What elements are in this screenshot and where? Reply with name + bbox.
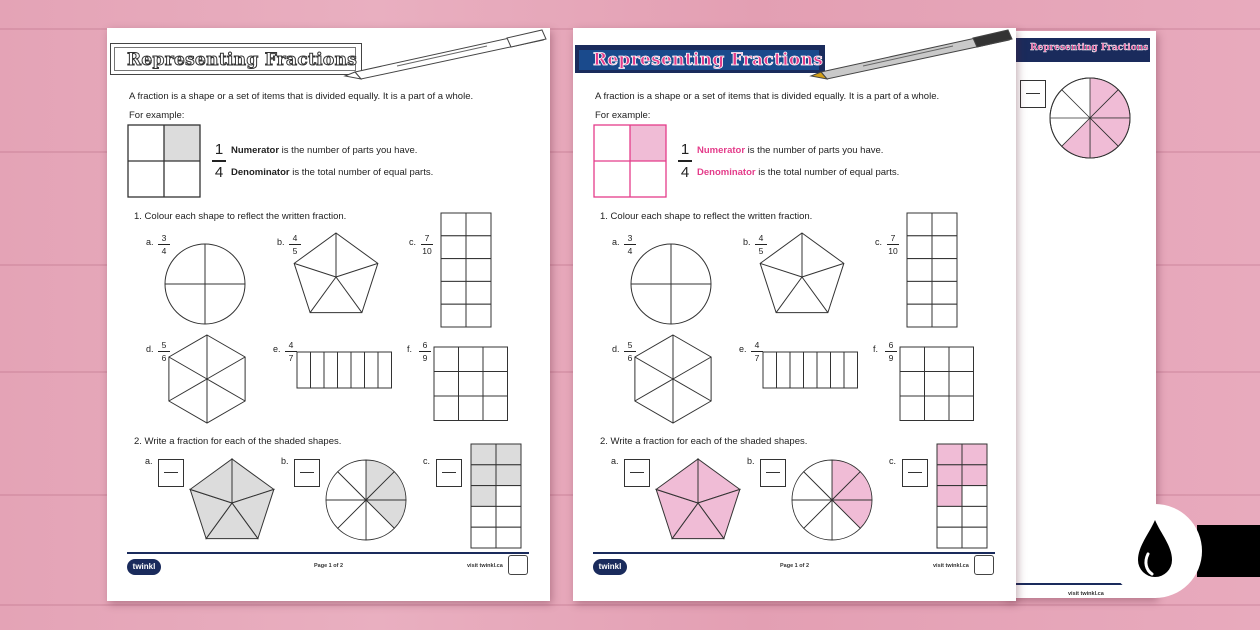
q1-item-fraction-denominator: 7 <box>288 353 294 363</box>
q1-item-fraction-bar <box>887 244 899 245</box>
q1-item-fraction-denominator: 9 <box>422 353 428 363</box>
question-1: 1. Colour each shape to reflect the written fraction. <box>600 211 813 222</box>
q1-item-fraction-denominator: 9 <box>888 353 894 363</box>
q1f-grid-ninths <box>433 346 509 422</box>
q1-item-letter: a. <box>612 237 620 247</box>
example-numerator: 1 <box>680 141 690 158</box>
footer-line <box>127 552 529 554</box>
q1b-pentagon-fifths <box>291 230 381 318</box>
denominator-rest: is the total number of equal parts. <box>755 167 900 178</box>
for-example-label: For example: <box>595 110 651 121</box>
q2-item-letter: a. <box>145 456 153 466</box>
page2-site-label: visit twinkl.ca <box>1068 591 1104 597</box>
q1-item-fraction-numerator: 4 <box>288 340 294 350</box>
numerator-definition <box>697 145 883 156</box>
question-2: 2. Write a fraction for each of the shaded shapes. <box>134 436 342 447</box>
numerator-term: Numerator <box>697 145 746 156</box>
q1-item-fraction-denominator: 7 <box>754 353 760 363</box>
twinkl-badge <box>974 555 994 575</box>
example-square <box>593 124 667 198</box>
question-2: 2. Write a fraction for each of the shaded shapes. <box>600 436 808 447</box>
q1-item-fraction-numerator: 4 <box>758 233 764 243</box>
q1-item-fraction-denominator: 5 <box>758 246 764 256</box>
q1-item-letter: e. <box>739 344 747 354</box>
numerator-rest: is the number of parts you have. <box>279 145 418 156</box>
q1-item-fraction-numerator: 3 <box>161 233 167 243</box>
q1-item-fraction <box>419 340 431 363</box>
q2c-shaded-grid <box>470 443 522 549</box>
q1d-hexagon-sixths <box>165 333 249 425</box>
q1-item-fraction-numerator: 5 <box>161 340 167 350</box>
q1-item-letter: b. <box>277 237 285 247</box>
for-example-label: For example: <box>129 110 185 121</box>
q2a-shaded-pentagon <box>653 456 743 544</box>
q1-item-fraction-bar <box>419 351 431 352</box>
ink-drop-icon <box>1108 504 1202 598</box>
q1a-circle-quarters <box>163 242 247 326</box>
page2-answer-box[interactable] <box>1020 80 1046 108</box>
page-label: Page 1 of 2 <box>314 563 344 569</box>
q1-item-fraction-numerator: 3 <box>627 233 633 243</box>
pen-icon <box>803 28 1016 82</box>
q2a-answer-box[interactable] <box>158 459 184 487</box>
q1-item-letter: f. <box>407 344 413 354</box>
q1f-grid-ninths <box>899 346 975 422</box>
q1-item-fraction-denominator: 4 <box>627 246 633 256</box>
q1e-strip-sevenths <box>296 351 394 389</box>
q1-item-fraction <box>885 340 897 363</box>
example-denominator: 4 <box>680 163 690 181</box>
worksheet-colour <box>573 28 1016 601</box>
numerator-definition <box>231 145 417 156</box>
intro-text: A fraction is a shape or a set of items that is divided equally. It is a part of a whole. <box>129 91 474 102</box>
twinkl-logo[interactable]: twinkl <box>593 559 627 575</box>
q1-item-letter: e. <box>273 344 281 354</box>
q2-item-letter: b. <box>281 456 289 466</box>
ink-bar <box>1197 525 1260 577</box>
denominator-definition <box>697 167 899 178</box>
q1-item-fraction-denominator: 5 <box>292 246 298 256</box>
page-title: Representing Fractions <box>127 50 358 70</box>
q2-item-letter: b. <box>747 456 755 466</box>
example-fraction <box>678 141 692 181</box>
q1-item-letter: d. <box>612 344 620 354</box>
q1-item-fraction-denominator: 4 <box>161 246 167 256</box>
q1-item-letter: d. <box>146 344 154 354</box>
twinkl-badge <box>508 555 528 575</box>
q1-item-letter: b. <box>743 237 751 247</box>
q2a-answer-box[interactable] <box>624 459 650 487</box>
q1c-grid-tenths <box>440 212 492 328</box>
q2b-shaded-circle <box>790 458 874 542</box>
q2-item-letter: c. <box>889 456 897 466</box>
q1-item-letter: a. <box>146 237 154 247</box>
q2a-shaded-pentagon <box>187 456 277 544</box>
denominator-rest: is the total number of equal parts. <box>289 167 434 178</box>
q1-item-fraction-numerator: 6 <box>422 340 428 350</box>
page2-title: Representing Fractions <box>1030 43 1149 53</box>
q1c-grid-tenths <box>906 212 958 328</box>
denominator-term: Denominator <box>697 167 756 178</box>
numerator-rest: is the number of parts you have. <box>745 145 884 156</box>
ink-badge[interactable] <box>1108 504 1202 598</box>
q1-item-letter: c. <box>875 237 883 247</box>
example-fraction-bar <box>212 160 226 162</box>
denominator-definition <box>231 167 433 178</box>
q1d-hexagon-sixths <box>631 333 715 425</box>
pen-icon <box>337 28 550 82</box>
denominator-term: Denominator <box>231 167 290 178</box>
intro-text: A fraction is a shape or a set of items that is divided equally. It is a part of a whole. <box>595 91 940 102</box>
q2c-shaded-grid <box>936 443 988 549</box>
q1-item-fraction-numerator: 4 <box>754 340 760 350</box>
page2-pink-circle <box>1047 75 1133 161</box>
q2c-answer-box[interactable] <box>902 459 928 487</box>
example-numerator: 1 <box>214 141 224 158</box>
q1-item-fraction-denominator: 6 <box>627 353 633 363</box>
q2b-answer-box[interactable] <box>760 459 786 487</box>
q1-item-fraction-bar <box>421 244 433 245</box>
q1-item-fraction-numerator: 7 <box>890 233 896 243</box>
q1-item-fraction-denominator: 10 <box>422 246 432 256</box>
q2b-answer-box[interactable] <box>294 459 320 487</box>
page-title: Representing Fractions <box>593 50 824 70</box>
site-label[interactable]: visit twinkl.ca <box>467 563 503 569</box>
q1-item-fraction-denominator: 6 <box>161 353 167 363</box>
footer-line <box>593 552 995 554</box>
numerator-term: Numerator <box>231 145 280 156</box>
q1-item-fraction-numerator: 7 <box>424 233 430 243</box>
q2-item-letter: a. <box>611 456 619 466</box>
q1-item-fraction <box>887 233 899 256</box>
q1-item-fraction-numerator: 4 <box>292 233 298 243</box>
example-square <box>127 124 201 198</box>
q1-item-fraction-denominator: 10 <box>888 246 898 256</box>
worksheet-bw <box>107 28 550 601</box>
q1-item-fraction <box>421 233 433 256</box>
example-fraction <box>212 141 226 181</box>
q1-item-letter: f. <box>873 344 879 354</box>
question-1: 1. Colour each shape to reflect the written fraction. <box>134 211 347 222</box>
q2c-answer-box[interactable] <box>436 459 462 487</box>
q1-item-fraction-numerator: 6 <box>888 340 894 350</box>
example-fraction-bar <box>678 160 692 162</box>
q1e-strip-sevenths <box>762 351 860 389</box>
twinkl-logo[interactable]: twinkl <box>127 559 161 575</box>
site-label[interactable]: visit twinkl.ca <box>933 563 969 569</box>
q1-item-fraction-bar <box>885 351 897 352</box>
q1-item-fraction-numerator: 5 <box>627 340 633 350</box>
q1a-circle-quarters <box>629 242 713 326</box>
q2-item-letter: c. <box>423 456 431 466</box>
q1b-pentagon-fifths <box>757 230 847 318</box>
page-label: Page 1 of 2 <box>780 563 810 569</box>
example-denominator: 4 <box>214 163 224 181</box>
q2b-shaded-circle <box>324 458 408 542</box>
q1-item-letter: c. <box>409 237 417 247</box>
